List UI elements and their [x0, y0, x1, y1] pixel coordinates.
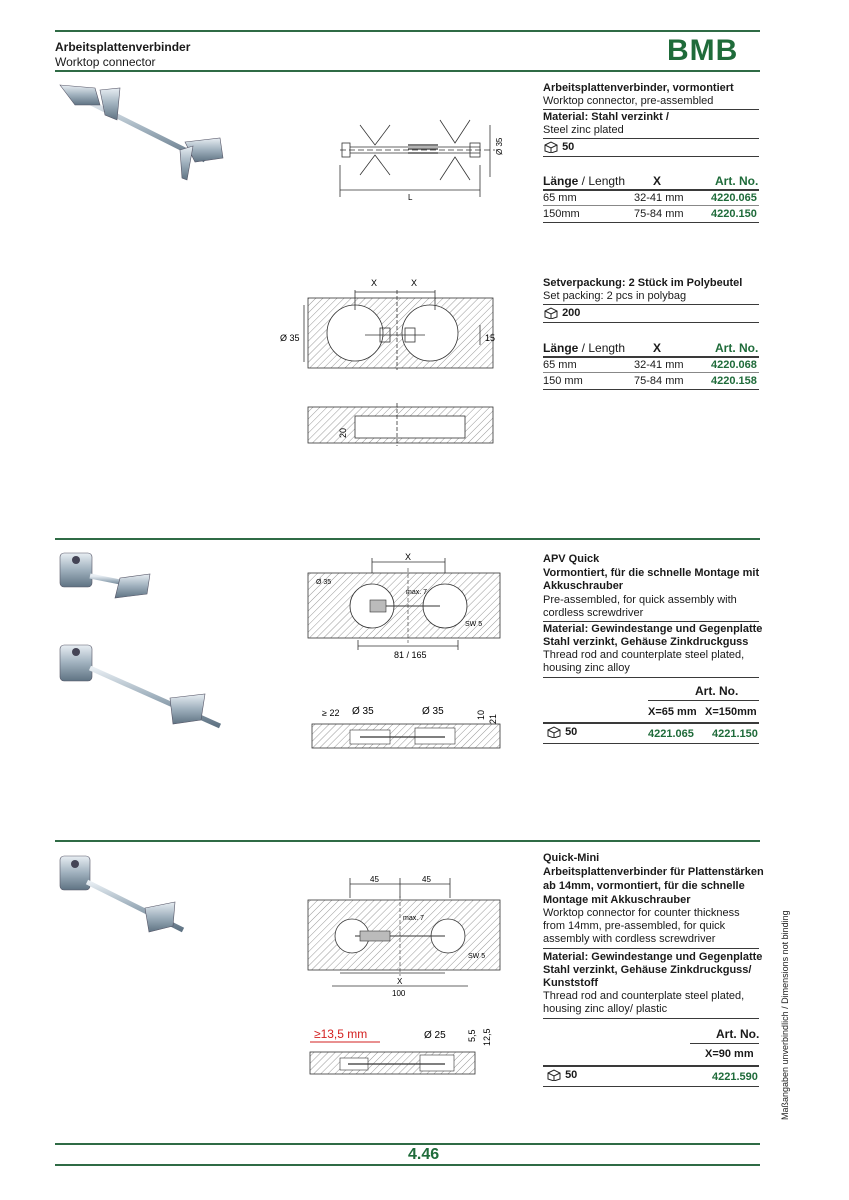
section2-title-en: Set packing: 2 pcs in polybag [543, 290, 687, 302]
col-x: X [653, 341, 662, 355]
section4-material-de-1: Material: Gewindestange und Gegenplatte [543, 951, 763, 963]
bmb-logo: BMB [667, 34, 739, 67]
drawing2-d15: 15 [485, 333, 496, 343]
rule [543, 677, 759, 678]
rule [543, 189, 759, 191]
rule [543, 1065, 759, 1067]
section1-material-en: Steel zinc plated [543, 124, 624, 136]
drawing4-max: max. 7 [403, 915, 425, 922]
header-title-en: Worktop connector [55, 55, 156, 69]
section3-sub-de-1: Vormontiert, für die schnelle Montage mit [543, 567, 760, 579]
rule [543, 948, 759, 949]
section3-sub-de-2: Akkuschrauber [543, 580, 624, 592]
connector-drawing-4 [300, 868, 510, 1080]
section4-col1: X=90 mm [705, 1048, 754, 1060]
table-row: 4220.158 [711, 375, 757, 387]
section3-rule [55, 538, 760, 540]
drawing4-min-thick: ≥13,5 mm [314, 1027, 368, 1041]
rule [543, 389, 759, 390]
section3-col1: X=65 mm [648, 706, 697, 718]
connector-photo-1 [55, 80, 230, 185]
rule [543, 322, 759, 323]
section3-art-header: Art. No. [695, 684, 739, 698]
drawing1-length-label: L [408, 193, 413, 202]
drawing3-max: max. 7 [406, 589, 428, 596]
section3-material-de-2: Stahl verzinkt, Gehäuse Zinkdruckguss [543, 636, 749, 648]
footer-rule-bottom [55, 1164, 760, 1166]
connector-photo-4 [55, 850, 190, 945]
top-rule [55, 30, 760, 32]
section4-sub-en-1: Worktop connector for counter thickness [543, 907, 740, 919]
section4-pack-qty: 50 [565, 1069, 578, 1081]
section3-sub-en-1: Pre-assembled, for quick assembly with [543, 594, 737, 606]
section4-sub-de-1: Arbeitsplattenverbinder für Plattenstärken [543, 866, 764, 878]
section3-material-de-1: Material: Gewindestange und Gegenplatte [543, 623, 763, 635]
package-icon [546, 1069, 562, 1081]
table-row: 75-84 mm [634, 208, 684, 220]
drawing2-x1: X [371, 278, 378, 288]
drawing2-dia: Ø 35 [280, 333, 300, 343]
rule [543, 156, 759, 157]
section3-material-en-1: Thread rod and counterplate steel plated, [543, 649, 745, 661]
connector-drawing-1 [330, 105, 510, 205]
package-icon [543, 141, 559, 153]
drawing2-x2: X [411, 278, 418, 288]
section2-pack [543, 307, 580, 320]
section4-rule [55, 840, 760, 842]
header-bottom-rule [55, 70, 760, 72]
section4-material-de-3: Kunststoff [543, 977, 598, 989]
section3-title: APV Quick [543, 553, 600, 565]
section3-pack-qty: 50 [565, 726, 578, 738]
rule [690, 1043, 759, 1044]
section3-art1: 4221.065 [648, 728, 694, 740]
table-row: 4220.065 [711, 192, 757, 204]
drawing4-x: X [397, 977, 403, 986]
drawing3-dia: Ø 35 [316, 579, 332, 586]
section1-title-en: Worktop connector, pre-assembled [543, 95, 714, 107]
section2-pack-qty: 200 [562, 307, 581, 319]
col-len-en: / Length [578, 174, 626, 188]
rule [543, 304, 759, 305]
table-row: 65 mm [543, 359, 577, 371]
section4-sub-en-3: assembly with cordless screwdriver [543, 933, 716, 945]
section4-title: Quick-Mini [543, 852, 600, 864]
section1-pack-qty: 50 [562, 141, 575, 153]
table-row: 150 mm [543, 375, 583, 387]
rule [543, 222, 759, 223]
section4-sub-de-3: Montage mit Akkuschrauber [543, 894, 691, 906]
section1-pack [543, 141, 574, 154]
table-row: 4220.068 [711, 359, 757, 371]
rule [543, 205, 759, 206]
col-len-en: / Length [578, 341, 626, 355]
table-row: 32-41 mm [634, 192, 684, 204]
table-row: 65 mm [543, 192, 577, 204]
table-row: 4220.150 [711, 208, 757, 220]
header-title-de: Arbeitsplattenverbinder [55, 40, 191, 54]
package-icon [546, 726, 562, 738]
col-art: Art. No. [715, 174, 759, 188]
col-x: X [653, 174, 662, 188]
drawing4-dia: Ø 25 [424, 1030, 446, 1041]
drawing2-d20: 20 [338, 427, 348, 438]
section4-material-de-2: Stahl verzinkt, Gehäuse Zinkdruckguss/ [543, 964, 752, 976]
drawing3-d21: 21 [488, 713, 498, 724]
section3-pack [546, 726, 577, 739]
col-art: Art. No. [715, 341, 759, 355]
drawing3-dia-a: Ø 35 [352, 706, 374, 717]
rule [543, 109, 759, 110]
section4-sub-de-2: ab 14mm, vormontiert, für die schnelle [543, 880, 745, 892]
connector-photo-3 [55, 548, 230, 743]
section4-art1: 4221.590 [712, 1071, 758, 1083]
rule [543, 1018, 759, 1019]
section4-pack [546, 1069, 577, 1082]
drawing4-d45a: 45 [370, 875, 379, 884]
rule [543, 372, 759, 373]
rule [648, 700, 759, 701]
drawing1-dia-label: Ø 35 [495, 137, 504, 155]
rule [543, 138, 759, 139]
drawing3-dia-b: Ø 35 [422, 706, 444, 717]
drawing3-d10: 10 [476, 709, 486, 720]
table-row: 150mm [543, 208, 580, 220]
drawing4-d100: 100 [392, 989, 406, 998]
rule [543, 356, 759, 358]
drawing3-dim: 81 / 165 [394, 650, 427, 660]
section3-material-en-2: housing zinc alloy [543, 662, 630, 674]
drawing4-d125: 12,5 [482, 1028, 492, 1046]
page-number: 4.46 [408, 1146, 440, 1163]
section2-title-de: Setverpackung: 2 Stück im Polybeutel [543, 277, 743, 289]
section1-material-de: Material: Stahl verzinkt / [543, 111, 669, 123]
drawing3-x: X [405, 552, 412, 562]
table-row: 32-41 mm [634, 359, 684, 371]
section4-sub-en-2: from 14mm, pre-assembled, for quick [543, 920, 726, 932]
drawing3-ge22: ≥ 22 [322, 708, 340, 718]
section1-title-de: Arbeitsplattenverbinder, vormontiert [543, 82, 734, 94]
package-icon [543, 307, 559, 319]
drawing3-sw: SW 5 [465, 621, 483, 628]
section3-art2: 4221.150 [712, 728, 758, 740]
connector-drawing-3 [300, 548, 510, 753]
section4-art-header: Art. No. [716, 1027, 760, 1041]
footer-rule-top [55, 1143, 760, 1145]
section3-sub-en-2: cordless screwdriver [543, 607, 644, 619]
drawing4-sw: SW 5 [468, 953, 486, 960]
rule [543, 743, 759, 744]
rule [543, 722, 759, 724]
table-row: 75-84 mm [634, 375, 684, 387]
col-len-de: Länge [543, 341, 579, 355]
section3-col2: X=150mm [705, 706, 757, 718]
side-note: Maßangaben unverbindlich / Dimensions not binding [780, 910, 790, 1120]
section4-material-en-2: housing zinc alloy/ plastic [543, 1003, 668, 1015]
drawing4-d45b: 45 [422, 875, 431, 884]
connector-drawing-2 [280, 270, 500, 450]
drawing4-d55: 5,5 [467, 1029, 477, 1042]
rule [543, 621, 759, 622]
section4-material-en-1: Thread rod and counterplate steel plated, [543, 990, 745, 1002]
col-len-de: Länge [543, 174, 579, 188]
rule [543, 1086, 759, 1087]
